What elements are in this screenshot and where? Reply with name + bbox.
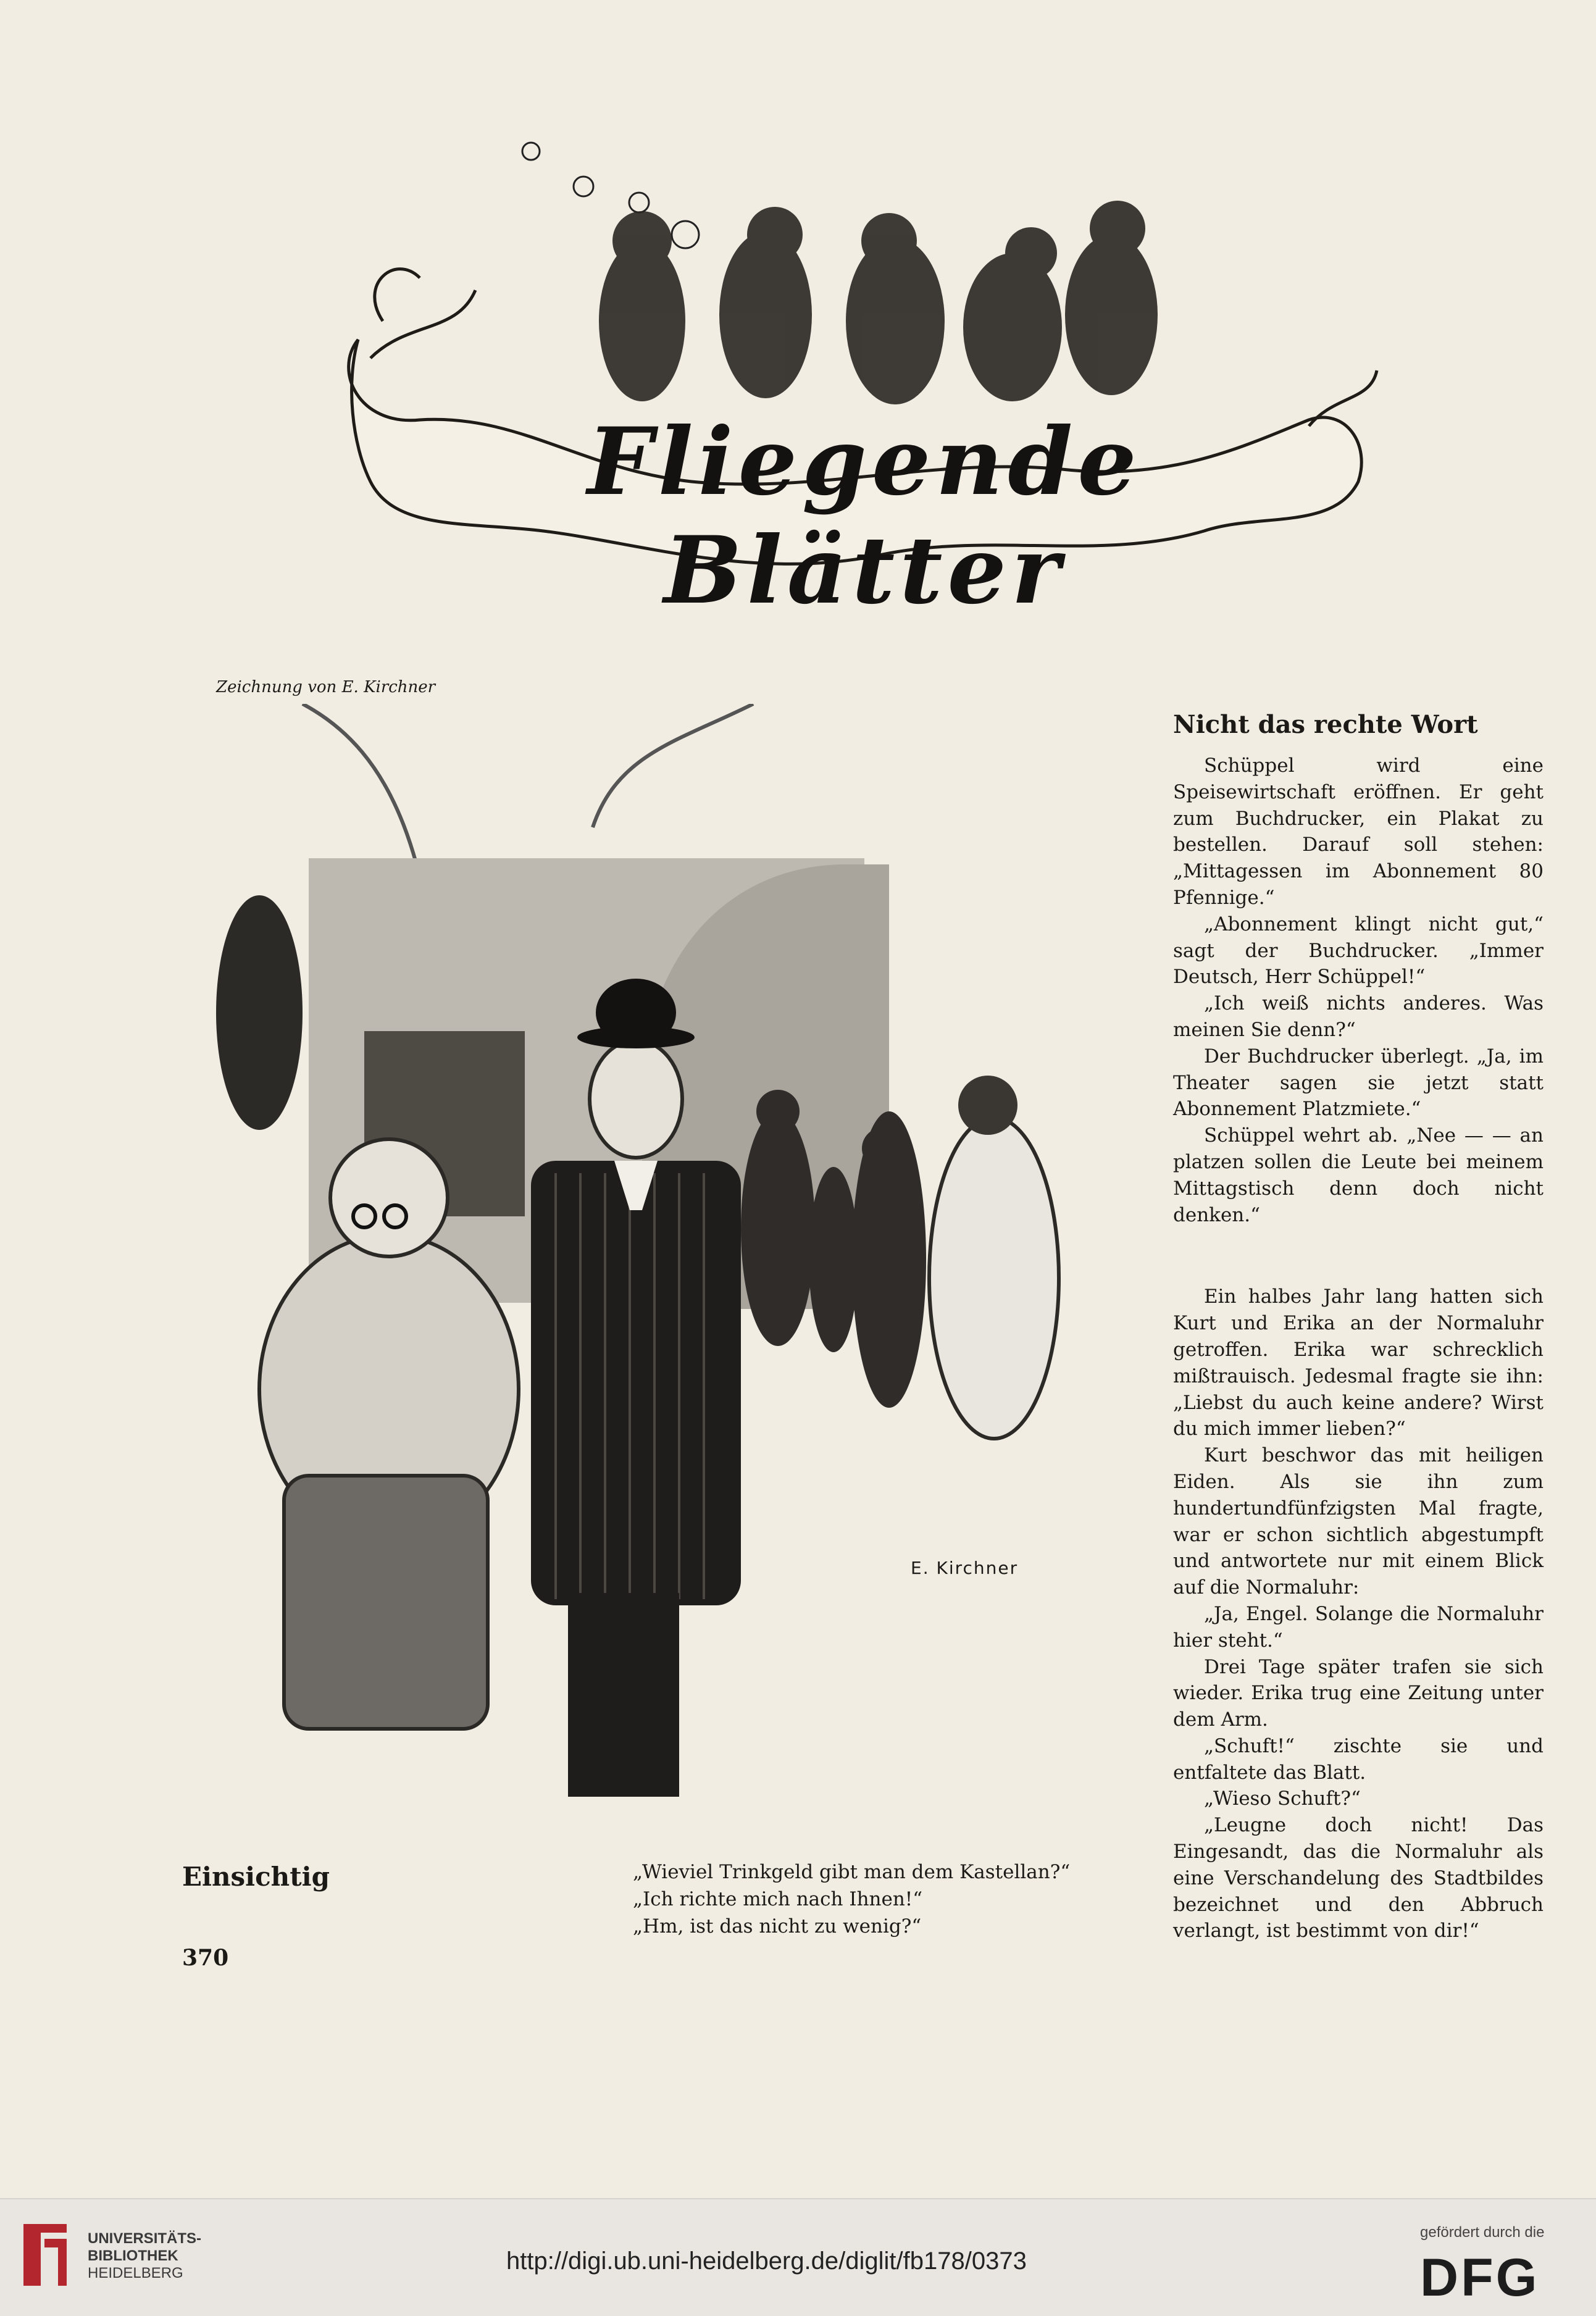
story-paragraph: „Wieso Schuft?“: [1204, 1787, 1361, 1810]
university-library-logo-icon[interactable]: [17, 2218, 73, 2292]
caption-title: Einsichtig: [182, 1862, 330, 1892]
masthead-title: Fliegende Blätter: [587, 408, 1142, 625]
caption-line: „Hm, ist das nicht zu wenig?“: [633, 1915, 922, 1938]
dfg-logo[interactable]: DFG: [1420, 2248, 1540, 2307]
page-number: 370: [182, 1945, 229, 1971]
story-paragraph: „Ja, Engel. Solange die Normaluhr hier steht.“: [1173, 1602, 1544, 1652]
library-name-line: HEIDELBERG: [88, 2265, 183, 2281]
story-separator: [1173, 1228, 1544, 1284]
funding-label: gefördert durch die: [1420, 2224, 1545, 2241]
library-name-line: UNIVERSITÄTS-: [88, 2230, 202, 2247]
story-paragraph: „Schuft!“ zischte sie und entfaltete das Blatt.: [1173, 1734, 1544, 1784]
story-paragraph: Schüppel wehrt ab. „Nee — — an platzen sollen die Leute bei meinem Mittagstisch denn doch nicht denken.“: [1173, 1124, 1544, 1226]
story-paragraph: „Ich weiß nichts anderes. Was meinen Sie denn?“: [1173, 992, 1544, 1041]
artist-signature: E. Kirchner: [911, 1558, 1019, 1578]
story-paragraph: Der Buchdrucker überlegt. „Ja, im Theater sagen sie jetzt statt Abonnement Platzmiete.“: [1173, 1045, 1544, 1121]
illustration-credit: Zeichnung von E. Kirchner: [216, 678, 436, 696]
story-paragraph: „Leugne doch nicht! Das Eingesandt, das die Normaluhr als eine Verschandelung des Stadtbildes bezeichnet und den Abbruch verlangt, ist bestimmt von dir!“: [1173, 1814, 1544, 1942]
caption-line: „Wieviel Trinkgeld gibt man dem Kastellan?“: [633, 1861, 1071, 1883]
story-paragraph: Kurt beschwor das mit heiligen Eiden. Als sie ihn zum hundertundfünfzigsten Mal fragte, war er schon sichtlich abgestumpft und antwortete nur mit einem Blick auf die Normaluhr:: [1173, 1444, 1544, 1599]
story-paragraph: Ein halbes Jahr lang hatten sich Kurt und Erika an der Normaluhr getroffen. Erika war schrecklich mißtrauisch. Jedesmal fragte sie ihn: „Liebst du auch keine andere? Wirst du mich immer lieben?“: [1173, 1286, 1544, 1440]
story-paragraph: „Abonnement klingt nicht gut,“ sagt der Buchdrucker. „Immer Deutsch, Herr Schüppel!“: [1173, 913, 1544, 989]
viewer-footer: [0, 2198, 1596, 2316]
text-column: [1173, 710, 1544, 1944]
caption-dialogue: [633, 1858, 1139, 1940]
story-paragraph: Schüppel wird eine Speisewirtschaft eröffnen. Er geht zum Buchdrucker, ein Plakat zu bestellen. Darauf soll stehen: „Mittagessen im Abonnement 80 Pfennige.“: [1173, 755, 1544, 909]
library-name-line: BIBLIOTHEK: [88, 2247, 178, 2264]
masthead: [321, 136, 1383, 625]
library-name[interactable]: [88, 2230, 201, 2282]
cartoon-illustration: [210, 704, 1111, 1846]
story-paragraph: Drei Tage später trafen sie sich wieder. Erika trug eine Zeitung unter dem Arm.: [1173, 1655, 1544, 1731]
caption-line: „Ich richte mich nach Ihnen!“: [633, 1888, 923, 1910]
permalink-url[interactable]: http://digi.ub.uni-heidelberg.de/diglit/fb178/0373: [506, 2247, 1027, 2275]
story-title: Nicht das rechte Wort: [1173, 710, 1478, 739]
